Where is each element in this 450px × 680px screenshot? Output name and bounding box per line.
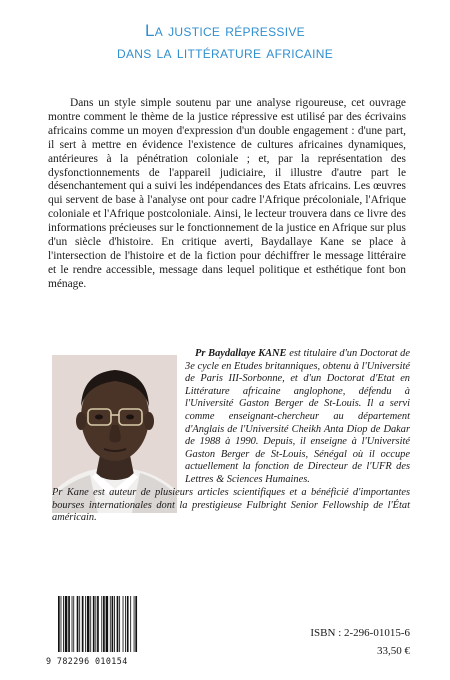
barcode-bar [130,596,131,652]
barcode-bar [95,596,96,652]
barcode-bar [85,596,86,652]
barcode-bar [110,596,111,652]
barcode-bar [87,596,90,652]
book-title [0,20,450,64]
title-line-2: dans la littérature africaine [116,43,333,62]
barcode-bar [63,596,64,652]
author-bio [185,348,410,487]
author-bio-paragraph [185,348,410,487]
barcode-bar [117,596,119,652]
barcode-bar [58,596,60,652]
barcode-bar [93,596,95,652]
barcode-bar [61,596,62,652]
barcode-bar [125,596,126,652]
author-bio-second: Pr Kane est auteur de plusieurs articles scientifiques et a bénéficié d'importantes bourses internationales dont la prestigieuse Fulbright Senior Fellowship de l'État américain. [52,487,410,524]
barcode-bar [77,596,79,652]
barcode-bar [103,596,105,652]
barcode-bar [90,596,91,652]
author-name: Pr Baydallaye KANE [195,348,287,359]
barcode-bar [112,596,114,652]
barcode-bar [79,596,80,652]
barcode-bar [101,596,102,652]
barcode-bar [97,596,99,652]
book-summary: Dans un style simple soutenu par une analyse rigoureuse, cet ouvrage montre comment le thème de la justice répressive est utilisé par des écrivains africains comme un moyen d'expression d'un double engagement : d'une part, il sert à mettre en évidence l'existence de cultures africaines dynamiques, antérieures à la pénétration coloniale ; et, par la représentation des dysfonctionnements de l'appareil judiciaire, il illustre d'autre part le désenchantement qui a suivi les indépendances des Etats africains. Les œuvres qui servent de base à l'analyse ont pour cadre l'Afrique précoloniale, l'Afrique coloniale et l'Afrique postcoloniale. Ainsi, le lecteur trouvera dans ce livre des informations précieuses sur le fonctionnement de la justice en Afrique sur plus d'un siècle d'histoire. En critique averti, Baydallaye Kane se place à l'intersection de l'histoire et de la fiction pour déchiffrer le message littéraire et le rendre accessible, message dans lequel politique et esthétique font bon ménage. [48,97,406,290]
barcode-bar [82,596,84,652]
barcode-bar [106,596,109,652]
barcode-bar [123,596,124,652]
barcode-bar [135,596,137,652]
barcode-bar [127,596,129,652]
price: 33,50 € [377,645,410,657]
barcode-bar [119,596,120,652]
title-line-1: La justice répressive [145,21,305,40]
barcode-bar [73,596,74,652]
author-bio-text: est titulaire d'un Doctorat de 3e cycle en Etudes britanniques, obtenu à l'Université de Paris III-Sorbonne, et d'un Doctorat d'Etat en Littérature africaine anglophone, défendu à l'Université Gaston Berger de St-Louis. Il a servi comme enseignant-chercheur au département d'Anglais de l'Université Cheikh Anta Diop de Dakar de 1988 à 1990. Depuis, il enseigne à l'Université Gaston Berger de St-Louis, Sénégal où il occupe actuellement la fonction de Directeur de l'UFR des Lettres & Sciences Humaines. [185,348,410,485]
isbn: ISBN : 2-296-01015-6 [310,627,410,639]
barcode-bar [72,596,73,652]
barcode-bar [114,596,115,652]
barcode-bar [65,596,68,652]
barcode-bar [134,596,135,652]
barcode-digits: 9 782296 010154 [46,656,128,666]
barcode-bar [68,596,70,652]
